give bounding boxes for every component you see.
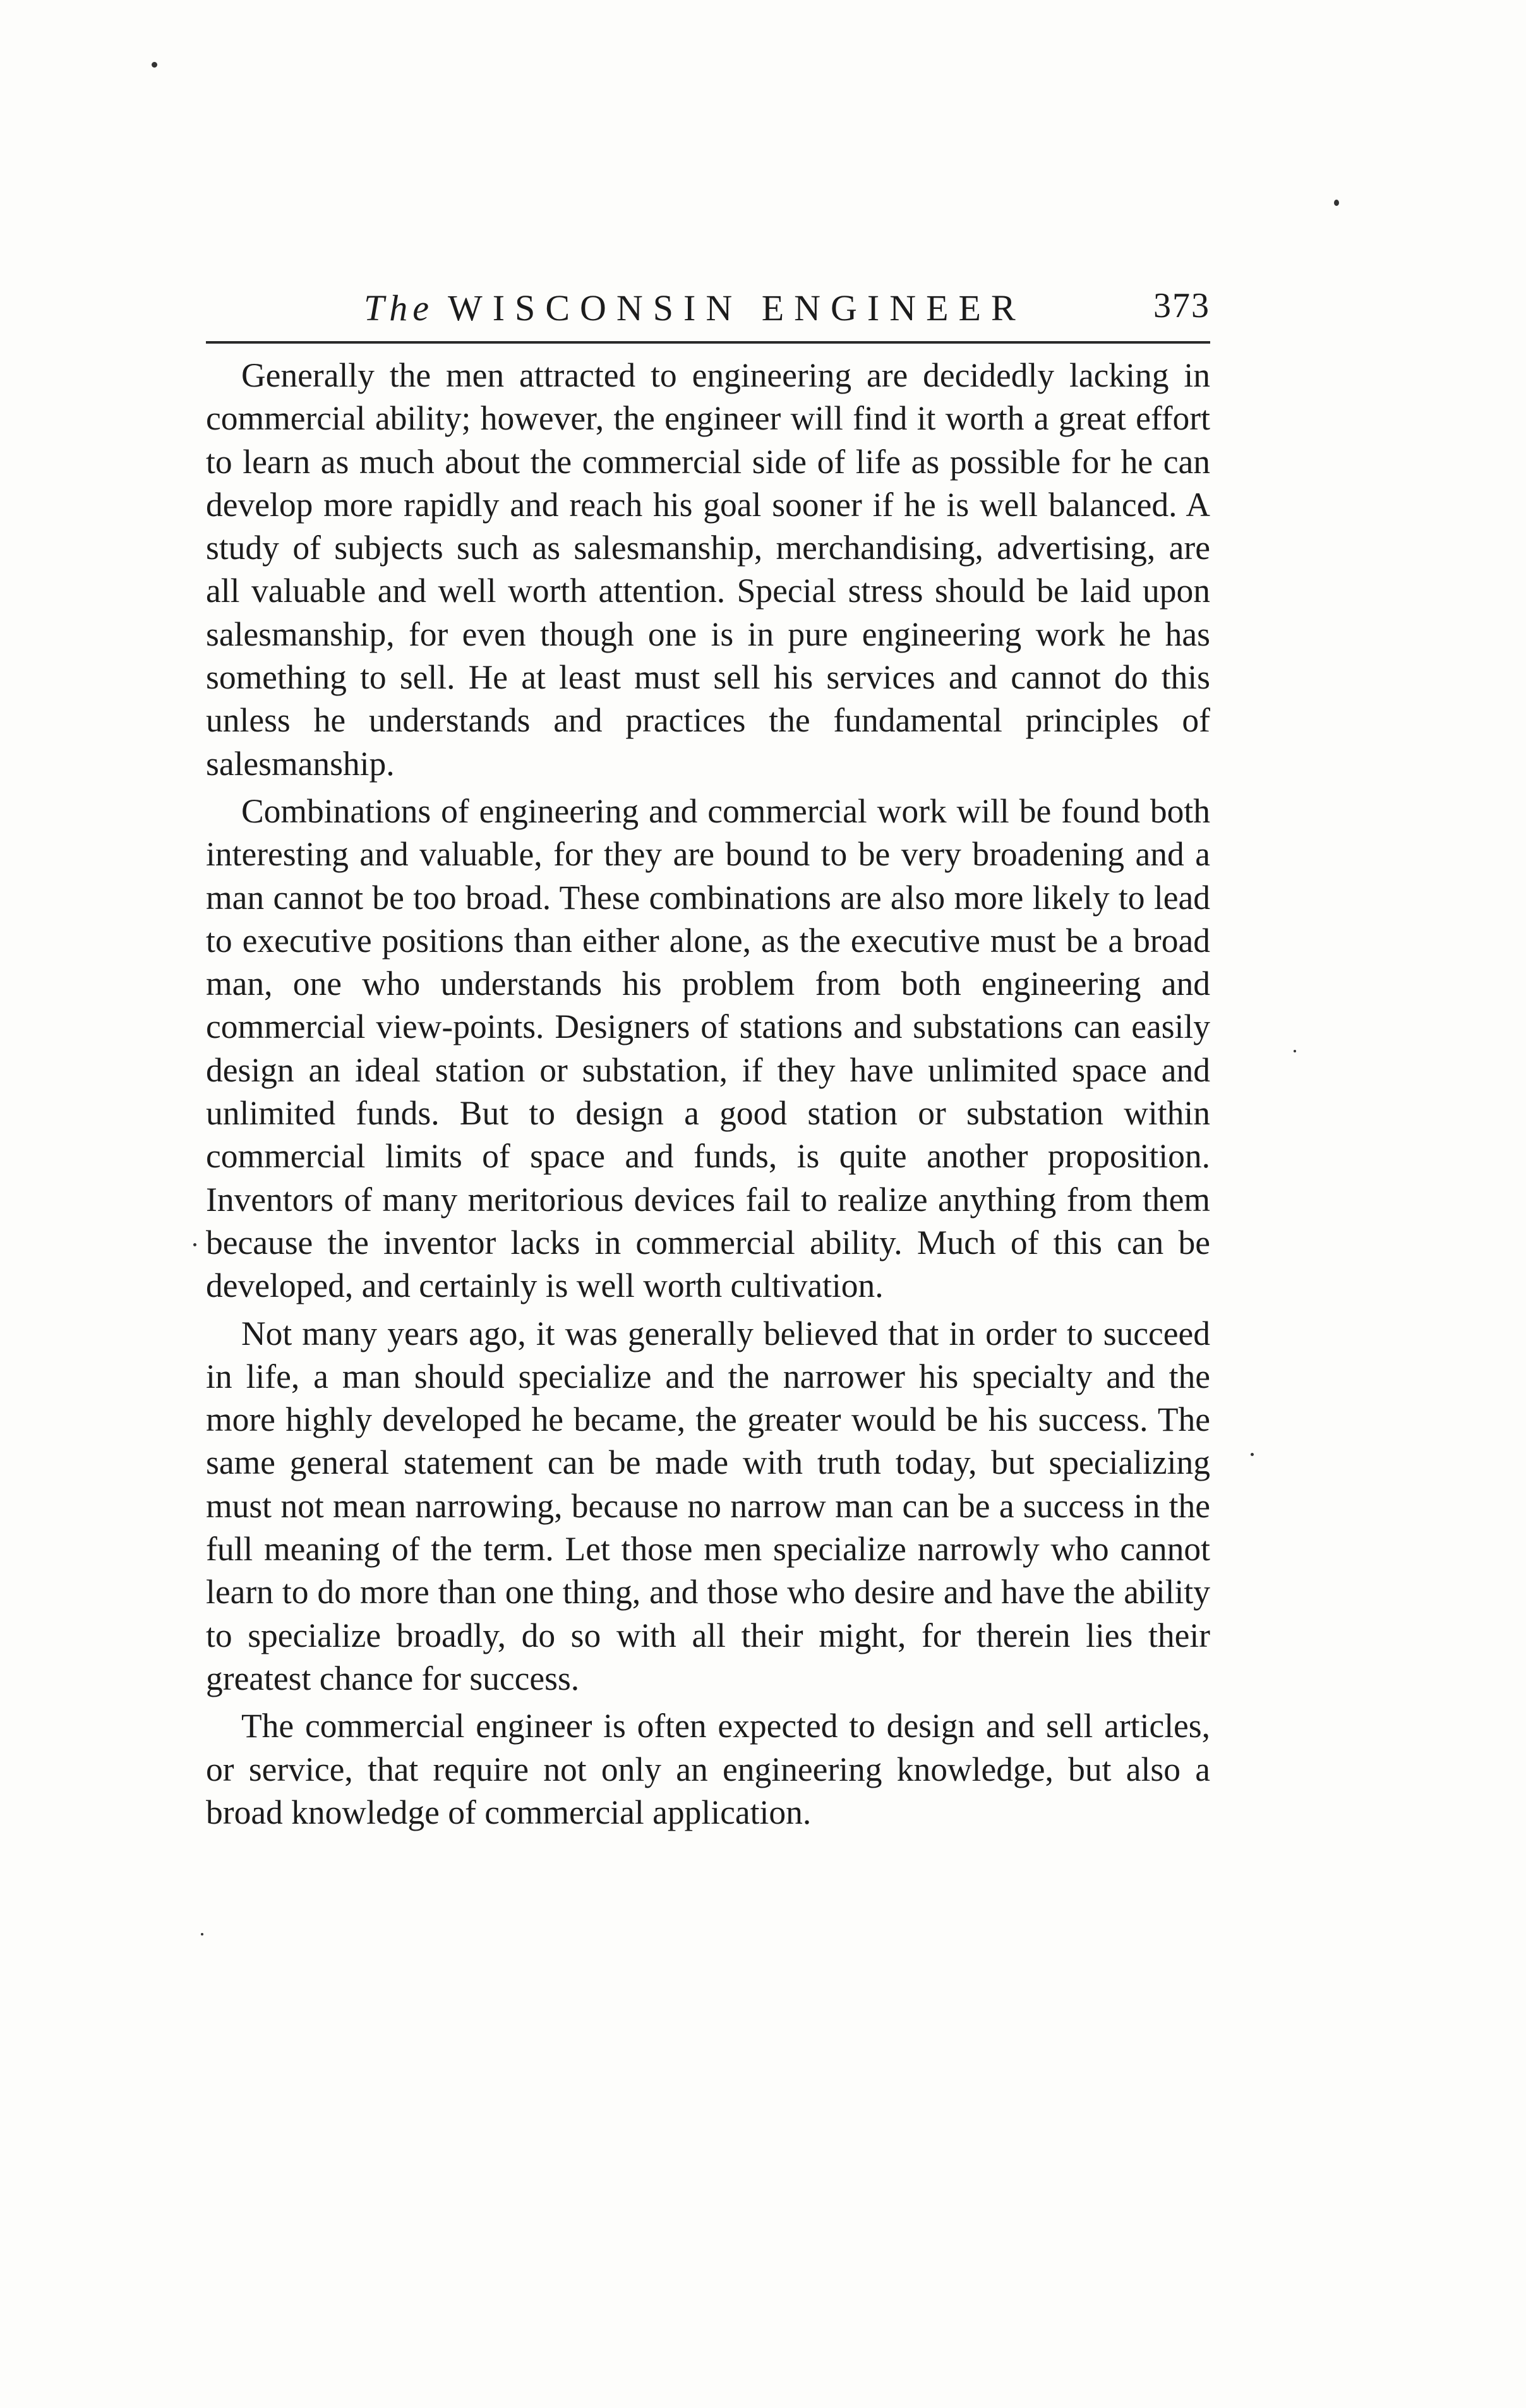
scan-speck (152, 62, 157, 68)
scan-speck (201, 1933, 203, 1935)
paragraph-commercial-engineer: The commercial engineer is often expected to design and sell articles, or service, that require not only an engineering knowledge, but also a broad knowledge of commercial application. (206, 1707, 1210, 1831)
scan-speck (193, 1243, 196, 1246)
scan-speck (1251, 1453, 1254, 1456)
page-number: 373 (1153, 286, 1210, 325)
body-text (206, 354, 1210, 1838)
paragraph-specialization: Not many years ago, it was generally believed that in order to succeed in life, a man should specialize and the narrower his specialty and the more highly developed he became, the greater would be his success. The same general statement can be made with truth today, but specializing must not mean narrowing, because no narrow man can be a success in the full meaning of the term. Let those men specialize narrowly who cannot learn to do more than one thing, and those who desire and have the ability to specialize broadly, do so with all their might, for therein lies their greatest chance for success. (206, 1314, 1210, 1697)
running-title-journal: WISCONSIN ENGINEER (448, 287, 1026, 328)
running-header (206, 282, 1210, 342)
header-rule (206, 341, 1210, 344)
paragraph-commercial-ability: Generally the men attracted to engineering are decidedly lacking in commercial ability; however, the engineer will find it worth a great effort to learn as much about the commercial side of life as possible for he can develop more rapidly and reach his goal sooner if he is well balanced. A study of subjects such as salesmanship, merchandising, advertising, are all valuable and well worth attention. Special stress should be laid upon salesmanship, for even though one is in pure engineering work he has something to sell. He at least must sell his services and cannot do this unless he understands and practices the fundamental principles of salesmanship. (206, 356, 1210, 783)
scan-speck (1334, 200, 1339, 206)
running-title-the: The (364, 287, 434, 328)
paragraph-combinations: Combinations of engineering and commercial work will be found both interesting and valuable, for they are bound to be very broadening and a man cannot be too broad. These combinations are also more likely to lead to executive positions than either alone, as the executive must be a broad man, one who understands his problem from both engineering and commercial view-points. Designers of stations and substations can easily design an ideal station or substation, if they have unlimited space and unlimited funds. But to design a good station or substation within commercial limits of space and funds, is quite another proposition. Inventors of many meritorious devices fail to realize anything from them because the inventor lacks in commercial ability. Much of this can be developed, and certainly is well worth cultivation. (206, 792, 1210, 1305)
scan-speck (1294, 1050, 1296, 1052)
running-title (364, 287, 1026, 329)
